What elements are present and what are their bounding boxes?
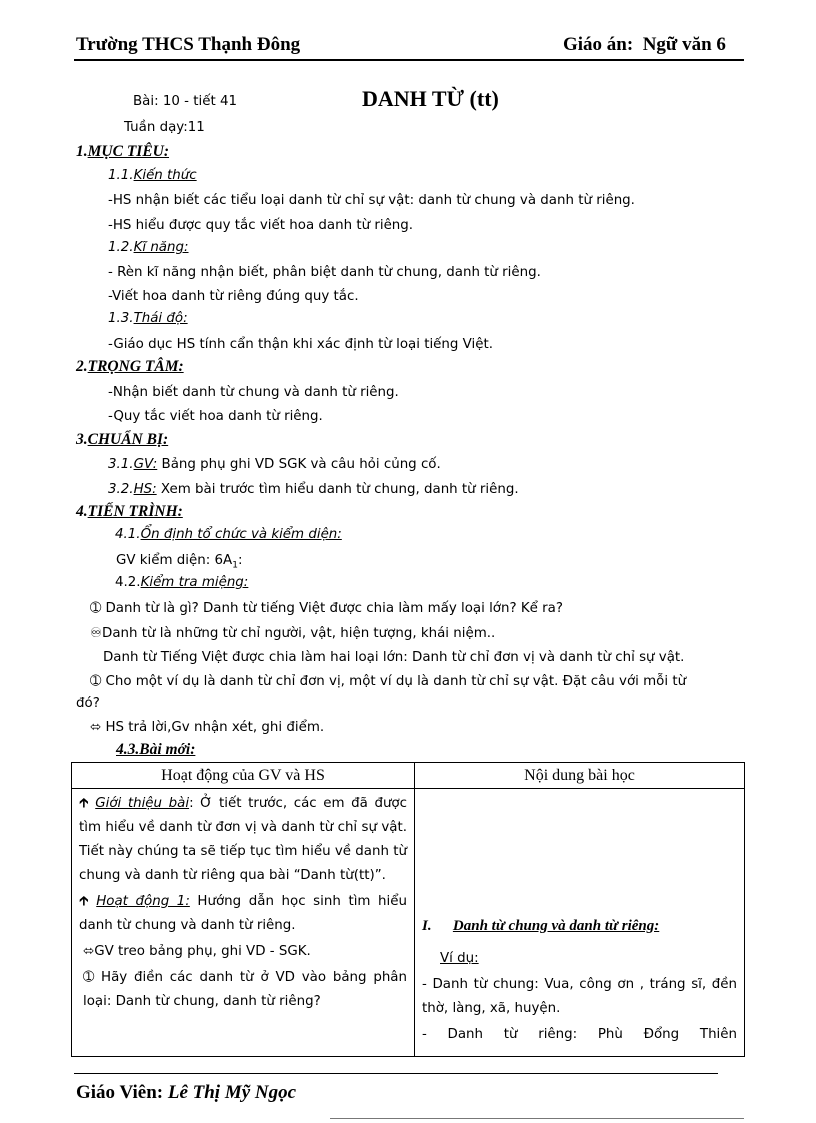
prep-label: GV: bbox=[133, 457, 158, 472]
section-title: TRỌNG TÂM: bbox=[87, 358, 184, 375]
section-title: MỤC TIÊU: bbox=[87, 143, 170, 160]
section-procedure-heading bbox=[76, 503, 183, 521]
prep-number: 3.1. bbox=[108, 457, 134, 472]
subsection-title: Ổn định tổ chức và kiểm diện: bbox=[140, 527, 342, 542]
table-row bbox=[72, 789, 745, 1057]
knowledge-line-2: -HS hiểu được quy tắc viết hoa danh từ riêng. bbox=[108, 218, 414, 233]
section-number: 3. bbox=[76, 431, 88, 448]
lesson-plan-label-text: Giáo án: bbox=[563, 34, 634, 55]
subsection-skills bbox=[108, 240, 189, 255]
col-header-content: Nội dung bài học bbox=[415, 763, 745, 789]
attendance-text: GV kiểm diện: 6A bbox=[116, 553, 233, 568]
knowledge-line-1: -HS nhận biết các tiểu loại danh từ chỉ sự vật: danh từ chung và danh từ riêng. bbox=[108, 193, 635, 208]
intro-text: : Ở tiết trước, các em đã được tìm hiểu về danh từ đơn vị và danh từ chỉ sự vật. Tiết này chúng ta sẽ tiếp tục tìm hiểu về danh từ chung và danh từ riêng qua bài “Danh từ(tt)”. bbox=[79, 796, 407, 883]
answer-1: ♾Danh từ là những từ chỉ người, vật, hiện tượng, khái niệm.. bbox=[90, 626, 496, 641]
activity-1-text: Hướng dẫn học sinh tìm hiểu danh từ chung và danh từ riêng. bbox=[79, 894, 407, 933]
subsection-organization bbox=[115, 527, 342, 542]
question-2-continued: đó? bbox=[76, 696, 100, 711]
teacher-line bbox=[76, 1082, 296, 1104]
teacher-label: Giáo Viên: bbox=[76, 1082, 164, 1103]
content-section-title: Danh từ chung và danh từ riêng: bbox=[452, 918, 660, 934]
section-preparation-heading bbox=[76, 431, 168, 449]
lesson-table bbox=[71, 762, 745, 1057]
content-section-heading bbox=[416, 790, 743, 939]
example-label-text: Ví dụ: bbox=[440, 951, 479, 966]
subject-name: Ngữ văn 6 bbox=[642, 34, 726, 55]
section-title: CHUẨN BỊ: bbox=[87, 431, 169, 448]
lesson-plan-label bbox=[563, 34, 726, 56]
header-rule bbox=[74, 59, 744, 61]
answer-1-continued: Danh từ Tiếng Việt được chia làm hai loại lớn: Danh từ chỉ đơn vị và danh từ chỉ sự vật. bbox=[103, 650, 685, 665]
attitude-line-1: -Giáo dục HS tính cẩn thận khi xác định từ loại tiếng Việt. bbox=[108, 337, 493, 352]
content-section-number: I. bbox=[422, 918, 432, 934]
section-number: 1. bbox=[76, 143, 88, 160]
intro-paragraph bbox=[73, 790, 413, 888]
common-nouns-line: - Danh từ chung: Vua, công ơn , tráng sĩ, đền thờ, làng, xã, huyện. bbox=[422, 977, 737, 1016]
activities-cell bbox=[72, 789, 415, 1057]
prep-text: Bảng phụ ghi VD SGK và câu hỏi củng cố. bbox=[157, 457, 441, 472]
arrow-up-icon: 🡱 bbox=[79, 796, 89, 811]
subsection-number: 1.2. bbox=[108, 240, 134, 255]
example-label bbox=[416, 939, 743, 971]
subsection-attitude bbox=[108, 311, 188, 326]
prep-number: 3.2. bbox=[108, 482, 134, 497]
question-1: ➀ Danh từ là gì? Danh từ tiếng Việt được chia làm mấy loại lớn? Kể ra? bbox=[90, 601, 563, 616]
section-focus-heading bbox=[76, 358, 184, 376]
section-title: TIẾN TRÌNH: bbox=[87, 503, 183, 520]
answer-2: ⬄ HS trả lời,Gv nhận xét, ghi điểm. bbox=[90, 720, 325, 735]
teaching-week: Tuần dạy:11 bbox=[124, 120, 205, 135]
section-objectives-heading bbox=[76, 143, 169, 161]
school-name: Trường THCS Thạnh Đông bbox=[76, 34, 301, 55]
focus-line-2: -Quy tắc viết hoa danh từ riêng. bbox=[108, 409, 323, 424]
subsection-number: 1.1. bbox=[108, 168, 134, 183]
activity-1-question: ➀ Hãy điền các danh từ ở VD vào bảng phân loại: Danh từ chung, danh từ riêng? bbox=[83, 970, 407, 1009]
prep-label: HS: bbox=[133, 482, 157, 497]
subsection-title: Kiến thức bbox=[133, 168, 197, 183]
prep-teacher bbox=[108, 455, 441, 475]
subsection-title: Kĩ năng: bbox=[133, 240, 189, 255]
subsection-number: 4.2. bbox=[115, 575, 141, 590]
footer-bottom-rule bbox=[330, 1118, 744, 1119]
prep-text: Xem bài trước tìm hiểu danh từ chung, danh từ riêng. bbox=[156, 482, 519, 497]
intro-label: Giới thiệu bài bbox=[95, 796, 190, 811]
class-subscript: 1 bbox=[232, 560, 238, 571]
proper-nouns-line: - Danh từ riêng: Phù Đổng Thiên bbox=[422, 1027, 737, 1042]
subsection-number: 4.1. bbox=[115, 527, 141, 542]
subsection-new-lesson: 4.3.Bài mới: bbox=[116, 741, 196, 758]
activity-1-step: ⬄GV treo bảng phụ, ghi VD - SGK. bbox=[83, 944, 311, 959]
subsection-title: Thái độ: bbox=[133, 311, 188, 326]
prep-student bbox=[108, 480, 519, 500]
focus-line-1: -Nhận biết danh từ chung và danh từ riêng. bbox=[108, 385, 399, 400]
activity-1-label: Hoạt động 1: bbox=[96, 894, 190, 909]
subsection-number: 1.3. bbox=[108, 311, 134, 326]
activity-1-paragraph bbox=[73, 888, 413, 938]
section-number: 2. bbox=[76, 358, 88, 375]
section-number: 4. bbox=[76, 503, 88, 520]
subsection-oral-check bbox=[115, 575, 248, 590]
attendance-line bbox=[116, 551, 242, 576]
subsection-knowledge bbox=[108, 168, 197, 183]
teacher-name: Lê Thị Mỹ Ngọc bbox=[167, 1082, 297, 1103]
skills-line-1: - Rèn kĩ năng nhận biết, phân biệt danh từ chung, danh từ riêng. bbox=[108, 265, 541, 280]
question-2: ➀ Cho một ví dụ là danh từ chỉ đơn vị, một ví dụ là danh từ chỉ sự vật. Đặt câu với mỗi từ bbox=[90, 674, 687, 689]
col-header-activities: Hoạt động của GV và HS bbox=[72, 763, 415, 789]
lesson-title: DANH TỪ (tt) bbox=[362, 86, 499, 111]
lesson-number: Bài: 10 - tiết 41 bbox=[133, 94, 238, 109]
attendance-end: : bbox=[237, 553, 243, 568]
content-cell bbox=[415, 789, 745, 1057]
table-header-row bbox=[72, 763, 745, 789]
arrow-up-icon: 🡱 bbox=[79, 894, 89, 909]
footer-rule bbox=[74, 1073, 718, 1074]
skills-line-2: -Viết hoa danh từ riêng đúng quy tắc. bbox=[108, 289, 359, 304]
subsection-title: Kiểm tra miệng: bbox=[140, 575, 249, 590]
